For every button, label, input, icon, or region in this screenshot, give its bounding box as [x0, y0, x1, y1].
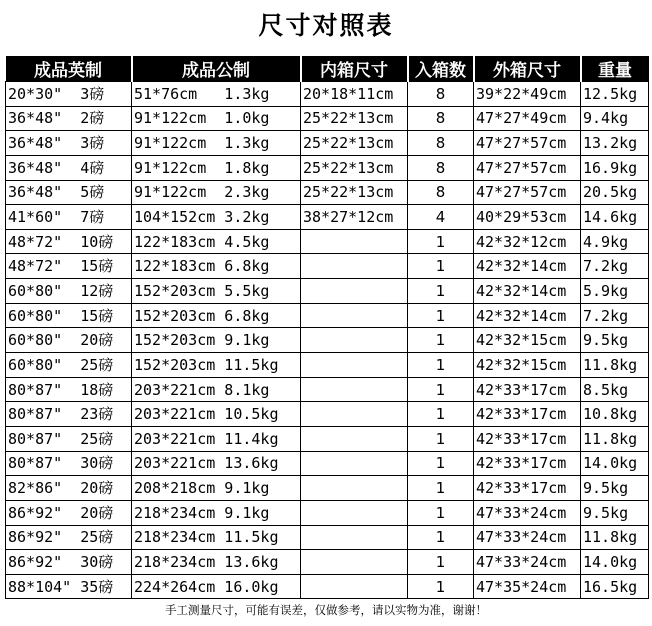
- cell-imperial-size: 48*72" 10磅: [6, 229, 132, 254]
- cell-quantity: 8: [408, 155, 474, 180]
- cell-inner-box: 20*18*11cm: [301, 82, 408, 107]
- cell-outer-box: 47*33*24cm: [474, 500, 581, 525]
- cell-imperial-size: 48*72" 15磅: [6, 254, 132, 279]
- cell-weight: 9.5kg: [581, 476, 649, 501]
- table-row: [6, 328, 649, 353]
- header-weight: 重量: [581, 56, 649, 82]
- cell-metric-size: 104*152cm 3.2kg: [132, 205, 301, 230]
- cell-inner-box: [301, 303, 408, 328]
- cell-weight: 11.8kg: [581, 426, 649, 451]
- cell-weight: 4.9kg: [581, 229, 649, 254]
- table-row: [6, 574, 649, 599]
- cell-quantity: 1: [408, 500, 474, 525]
- table-row: [6, 426, 649, 451]
- cell-inner-box: 25*22*13cm: [301, 180, 408, 205]
- cell-quantity: 1: [408, 574, 474, 599]
- cell-outer-box: 42*32*12cm: [474, 229, 581, 254]
- cell-weight: 14.0kg: [581, 451, 649, 476]
- cell-inner-box: [301, 550, 408, 575]
- size-table: [5, 56, 649, 599]
- cell-outer-box: 47*27*57cm: [474, 180, 581, 205]
- cell-metric-size: 218*234cm 13.6kg: [132, 550, 301, 575]
- cell-outer-box: 42*32*14cm: [474, 279, 581, 304]
- cell-quantity: 1: [408, 476, 474, 501]
- cell-inner-box: [301, 476, 408, 501]
- table-row: [6, 205, 649, 230]
- cell-weight: 9.5kg: [581, 328, 649, 353]
- cell-metric-size: 122*183cm 6.8kg: [132, 254, 301, 279]
- cell-outer-box: 47*35*24cm: [474, 574, 581, 599]
- cell-inner-box: [301, 402, 408, 427]
- cell-imperial-size: 36*48" 3磅: [6, 131, 132, 156]
- table-row: [6, 279, 649, 304]
- cell-metric-size: 218*234cm 9.1kg: [132, 500, 301, 525]
- cell-weight: 14.0kg: [581, 550, 649, 575]
- cell-imperial-size: 82*86" 20磅: [6, 476, 132, 501]
- cell-inner-box: [301, 377, 408, 402]
- cell-quantity: 1: [408, 353, 474, 378]
- table-row: [6, 180, 649, 205]
- cell-imperial-size: 80*87" 18磅: [6, 377, 132, 402]
- table-row: [6, 131, 649, 156]
- table-row: [6, 229, 649, 254]
- table-row: [6, 525, 649, 550]
- header-row: [6, 56, 649, 82]
- header-imperial: 成品英制: [6, 56, 132, 82]
- cell-outer-box: 40*29*53cm: [474, 205, 581, 230]
- cell-quantity: 1: [408, 254, 474, 279]
- cell-metric-size: 203*221cm 8.1kg: [132, 377, 301, 402]
- cell-weight: 8.5kg: [581, 377, 649, 402]
- cell-metric-size: 218*234cm 11.5kg: [132, 525, 301, 550]
- cell-inner-box: 38*27*12cm: [301, 205, 408, 230]
- cell-outer-box: 42*33*17cm: [474, 426, 581, 451]
- cell-outer-box: 47*27*49cm: [474, 106, 581, 131]
- cell-metric-size: 152*203cm 9.1kg: [132, 328, 301, 353]
- cell-quantity: 1: [408, 377, 474, 402]
- table-row: [6, 500, 649, 525]
- page-title: 尺寸对照表: [258, 11, 394, 40]
- header-outer-box: 外箱尺寸: [474, 56, 581, 82]
- cell-quantity: 4: [408, 205, 474, 230]
- cell-imperial-size: 20*30" 3磅: [6, 82, 132, 107]
- cell-quantity: 1: [408, 303, 474, 328]
- cell-outer-box: 47*27*57cm: [474, 155, 581, 180]
- cell-metric-size: 91*122cm 1.0kg: [132, 106, 301, 131]
- cell-weight: 7.2kg: [581, 254, 649, 279]
- cell-outer-box: 47*33*24cm: [474, 525, 581, 550]
- cell-outer-box: 47*33*24cm: [474, 550, 581, 575]
- table-row: [6, 476, 649, 501]
- cell-imperial-size: 60*80" 25磅: [6, 353, 132, 378]
- cell-quantity: 8: [408, 82, 474, 107]
- table-row: [6, 402, 649, 427]
- cell-outer-box: 42*33*17cm: [474, 402, 581, 427]
- cell-outer-box: 42*33*17cm: [474, 476, 581, 501]
- cell-metric-size: 152*203cm 11.5kg: [132, 353, 301, 378]
- cell-imperial-size: 36*48" 2磅: [6, 106, 132, 131]
- cell-metric-size: 224*264cm 16.0kg: [132, 574, 301, 599]
- cell-weight: 12.5kg: [581, 82, 649, 107]
- cell-weight: 9.4kg: [581, 106, 649, 131]
- cell-metric-size: 208*218cm 9.1kg: [132, 476, 301, 501]
- cell-inner-box: [301, 451, 408, 476]
- cell-outer-box: 39*22*49cm: [474, 82, 581, 107]
- cell-metric-size: 152*203cm 5.5kg: [132, 279, 301, 304]
- cell-quantity: 1: [408, 229, 474, 254]
- cell-imperial-size: 88*104" 35磅: [6, 574, 132, 599]
- cell-imperial-size: 60*80" 20磅: [6, 328, 132, 353]
- table-row: [6, 254, 649, 279]
- cell-inner-box: [301, 254, 408, 279]
- cell-weight: 5.9kg: [581, 279, 649, 304]
- cell-imperial-size: 86*92" 20磅: [6, 500, 132, 525]
- cell-imperial-size: 36*48" 4磅: [6, 155, 132, 180]
- cell-inner-box: 25*22*13cm: [301, 106, 408, 131]
- cell-outer-box: 42*33*17cm: [474, 451, 581, 476]
- table-row: [6, 377, 649, 402]
- cell-weight: 9.5kg: [581, 500, 649, 525]
- cell-weight: 11.8kg: [581, 525, 649, 550]
- cell-outer-box: 42*32*14cm: [474, 303, 581, 328]
- cell-quantity: 1: [408, 451, 474, 476]
- cell-inner-box: [301, 229, 408, 254]
- cell-outer-box: 42*32*15cm: [474, 353, 581, 378]
- cell-imperial-size: 60*80" 12磅: [6, 279, 132, 304]
- cell-inner-box: 25*22*13cm: [301, 155, 408, 180]
- cell-imperial-size: 80*87" 25磅: [6, 426, 132, 451]
- cell-quantity: 1: [408, 279, 474, 304]
- cell-inner-box: [301, 574, 408, 599]
- cell-metric-size: 203*221cm 13.6kg: [132, 451, 301, 476]
- cell-inner-box: [301, 328, 408, 353]
- table-row: [6, 451, 649, 476]
- table-row: [6, 353, 649, 378]
- cell-quantity: 8: [408, 106, 474, 131]
- cell-metric-size: 91*122cm 1.3kg: [132, 131, 301, 156]
- cell-quantity: 8: [408, 131, 474, 156]
- cell-weight: 16.9kg: [581, 155, 649, 180]
- disclaimer-note: 手工测量尺寸，可能有误差，仅做参考，请以实物为准，谢谢！: [165, 603, 487, 617]
- table-row: [6, 82, 649, 107]
- cell-metric-size: 203*221cm 10.5kg: [132, 402, 301, 427]
- cell-weight: 20.5kg: [581, 180, 649, 205]
- cell-outer-box: 42*33*17cm: [474, 377, 581, 402]
- cell-inner-box: [301, 426, 408, 451]
- cell-quantity: 8: [408, 180, 474, 205]
- cell-imperial-size: 80*87" 23磅: [6, 402, 132, 427]
- cell-imperial-size: 36*48" 5磅: [6, 180, 132, 205]
- cell-imperial-size: 60*80" 15磅: [6, 303, 132, 328]
- table-row: [6, 106, 649, 131]
- cell-quantity: 1: [408, 402, 474, 427]
- cell-inner-box: [301, 353, 408, 378]
- header-metric: 成品公制: [132, 56, 301, 82]
- table-row: [6, 155, 649, 180]
- cell-weight: 10.8kg: [581, 402, 649, 427]
- cell-quantity: 1: [408, 328, 474, 353]
- cell-quantity: 1: [408, 426, 474, 451]
- table-row: [6, 303, 649, 328]
- cell-outer-box: 42*32*15cm: [474, 328, 581, 353]
- cell-inner-box: 25*22*13cm: [301, 131, 408, 156]
- cell-inner-box: [301, 279, 408, 304]
- cell-weight: 11.8kg: [581, 353, 649, 378]
- cell-imperial-size: 86*92" 30磅: [6, 550, 132, 575]
- cell-metric-size: 203*221cm 11.4kg: [132, 426, 301, 451]
- cell-quantity: 1: [408, 525, 474, 550]
- cell-imperial-size: 41*60" 7磅: [6, 205, 132, 230]
- cell-metric-size: 91*122cm 1.8kg: [132, 155, 301, 180]
- cell-inner-box: [301, 500, 408, 525]
- cell-imperial-size: 86*92" 25磅: [6, 525, 132, 550]
- header-quantity: 入箱数: [408, 56, 474, 82]
- cell-imperial-size: 80*87" 30磅: [6, 451, 132, 476]
- cell-outer-box: 47*27*57cm: [474, 131, 581, 156]
- cell-metric-size: 122*183cm 4.5kg: [132, 229, 301, 254]
- cell-metric-size: 91*122cm 2.3kg: [132, 180, 301, 205]
- header-inner-box: 内箱尺寸: [301, 56, 408, 82]
- table-row: [6, 550, 649, 575]
- cell-quantity: 1: [408, 550, 474, 575]
- cell-weight: 13.2kg: [581, 131, 649, 156]
- cell-outer-box: 42*32*14cm: [474, 254, 581, 279]
- cell-weight: 16.5kg: [581, 574, 649, 599]
- cell-weight: 14.6kg: [581, 205, 649, 230]
- cell-weight: 7.2kg: [581, 303, 649, 328]
- cell-metric-size: 152*203cm 6.8kg: [132, 303, 301, 328]
- cell-inner-box: [301, 525, 408, 550]
- cell-metric-size: 51*76cm 1.3kg: [132, 82, 301, 107]
